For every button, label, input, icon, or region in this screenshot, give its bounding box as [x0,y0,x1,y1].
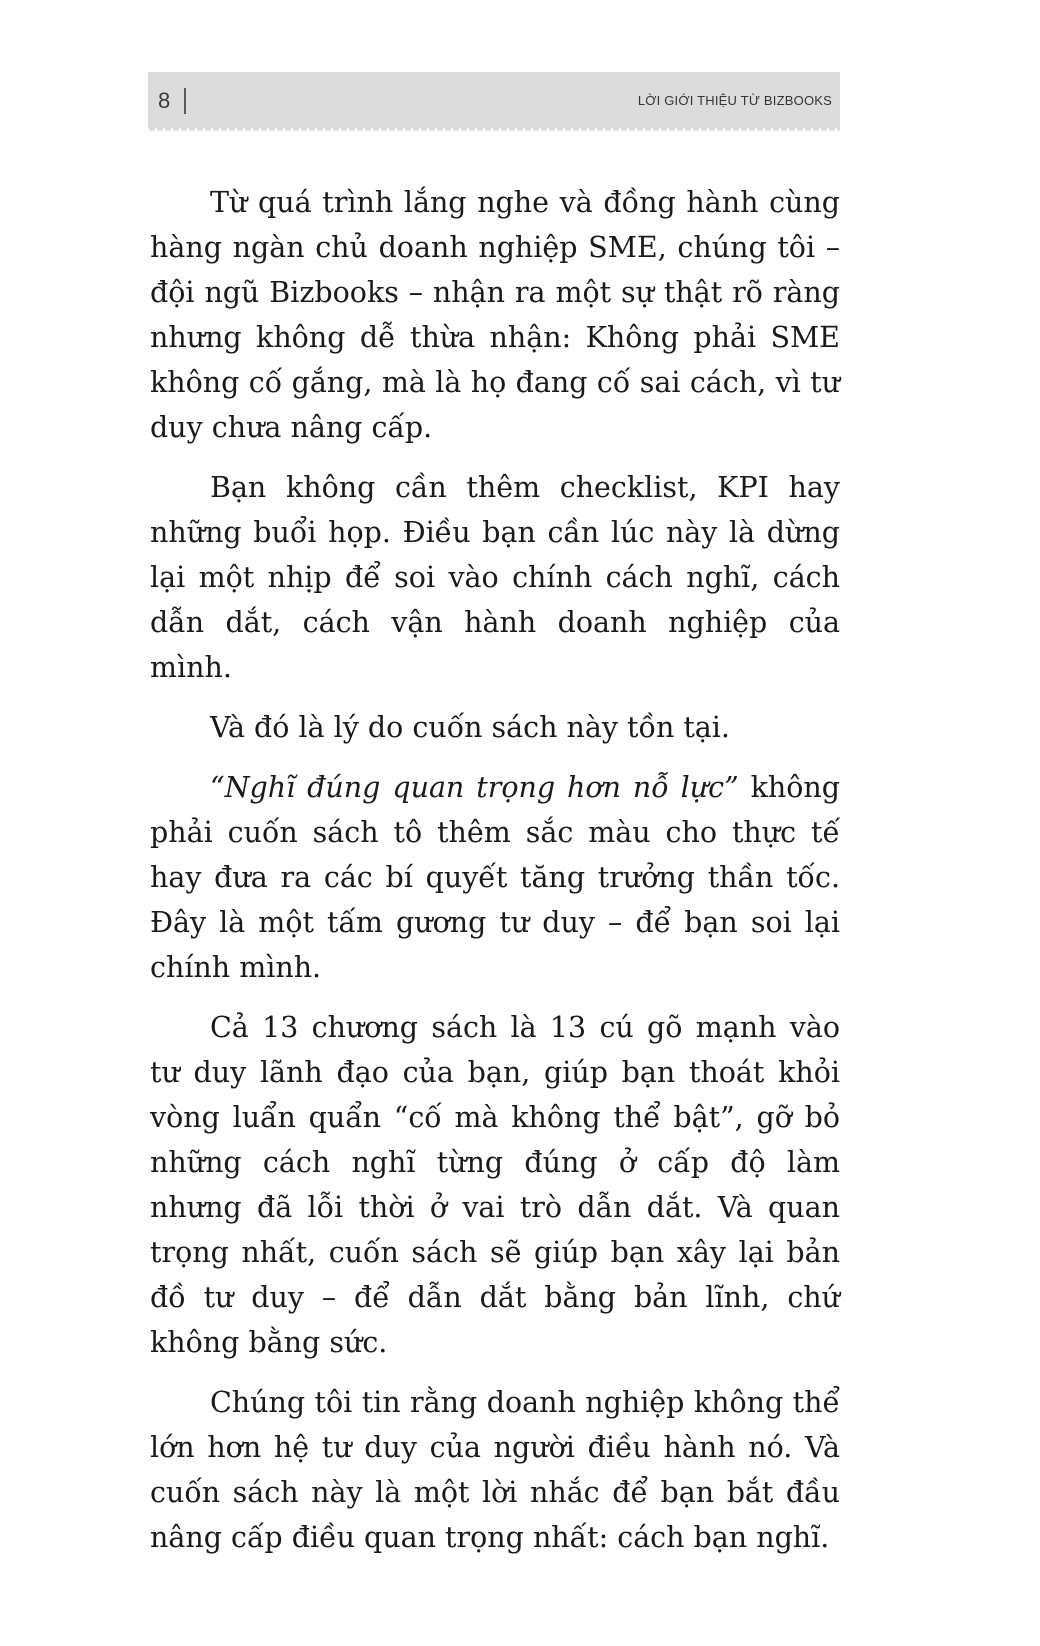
page-divider [184,88,186,114]
paragraph-3: Và đó là lý do cuốn sách này tồn tại. [210,711,730,744]
paragraph-4 [150,765,840,990]
body-text [150,180,840,1575]
paragraph-6: Chúng tôi tin rằng doanh nghiệp không thể lớn hơn hệ tư duy của người điều hành nó. Và cuốn sách này là một lời nhắc để bạn bắt đầu nâng cấp điều quan trọng nhất: cách bạn nghĩ. [150,1386,840,1554]
paragraph-4-text: không phải cuốn sách tô thêm sắc màu cho thực tế hay đưa ra các bí quyết tăng trưởng thần tốc. Đây là một tấm gương tư duy – để bạn soi lại chính mình. [150,771,841,984]
page-number: 8 [158,88,171,113]
paragraph-5: Cả 13 chương sách là 13 cú gõ mạnh vào tư duy lãnh đạo của bạn, giúp bạn thoát khỏi vòng luẩn quẩn “cố mà không thể bật”, gỡ bỏ những cách nghĩ từng đúng ở cấp độ làm nhưng đã lỗi thời ở vai trò dẫn dắt. Và quan trọng nhất, cuốn sách sẽ giúp bạn xây lại bản đồ tư duy – để dẫn dắt bằng bản lĩnh, chứ không bằng sức. [150,1011,840,1359]
paragraph-2: Bạn không cần thêm checklist, KPI hay những buổi họp. Điều bạn cần lúc này là dừng lại một nhịp để soi vào chính cách nghĩ, cách dẫn dắt, cách vận hành doanh nghiệp của mình. [150,471,840,684]
paragraph-1: Từ quá trình lắng nghe và đồng hành cùng hàng ngàn chủ doanh nghiệp SME, chúng tôi – đội ngũ Bizbooks – nhận ra một sự thật rõ ràng nhưng không dễ thừa nhận: Không phải SME không cố gắng, mà là họ đang cố sai cách, vì tư duy chưa nâng cấp. [150,186,840,444]
book-title: “Nghĩ đúng quan trọng hơn nỗ lực” [210,771,739,804]
running-head: LỜI GIỚI THIỆU TỪ BIZBOOKS [637,93,832,108]
